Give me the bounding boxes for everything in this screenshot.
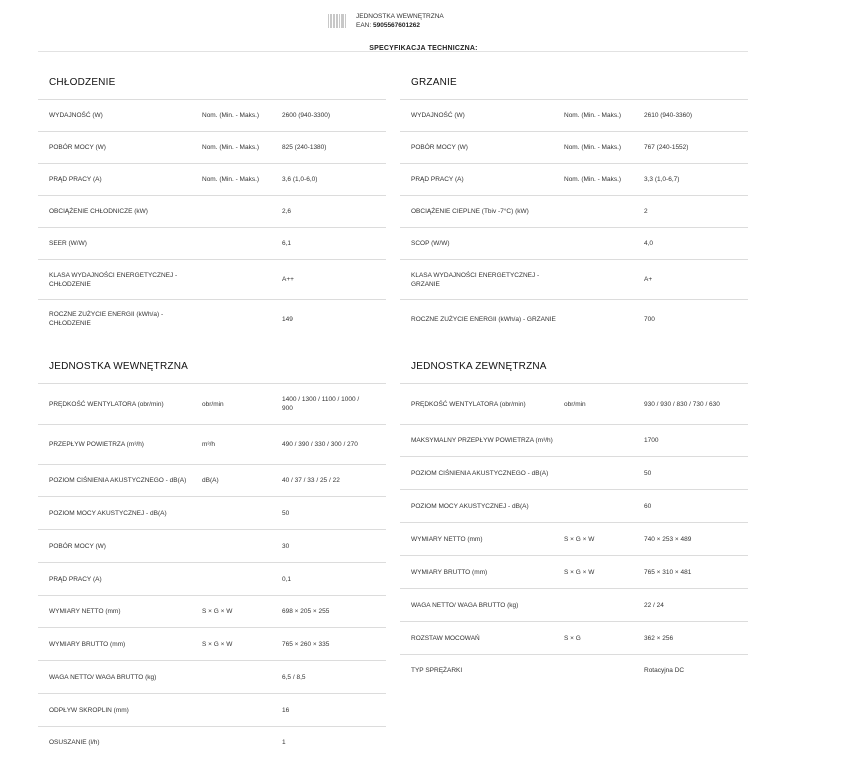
table-row (400, 457, 748, 490)
spec-value: 50 (282, 509, 290, 517)
spec-name: WYDAJNOŚĆ (W) (411, 112, 465, 119)
spec-name: PRĘDKOŚĆ WENTYLATORA (obr/min) (411, 400, 526, 408)
spec-name: POBÓR MOCY (W) (411, 144, 468, 151)
table-row (400, 655, 748, 686)
section-title: CHŁODZENIE (38, 67, 386, 100)
ean-block (328, 13, 444, 31)
spec-value: 16 (282, 706, 290, 714)
spec-name: OBCIĄŻENIE CIEPLNE (Tbiv -7°C) (kW) (411, 208, 529, 215)
table-row (38, 465, 386, 497)
spec-value: 740 × 253 × 489 (644, 535, 692, 543)
table-row (38, 164, 386, 196)
spec-value: 930 / 930 / 830 / 730 / 630 (644, 400, 720, 408)
table-row (400, 556, 748, 589)
table-row (400, 589, 748, 622)
table-row (400, 164, 748, 196)
spec-value: 3,6 (1,0-6,0) (282, 176, 318, 183)
spec-name: WYDAJNOŚĆ (W) (49, 112, 103, 119)
spec-name: PRĘDKOŚĆ WENTYLATORA (obr/min) (49, 400, 164, 408)
spec-name: POBÓR MOCY (W) (49, 542, 106, 550)
spec-value: 6,1 (282, 240, 292, 247)
spec-value: Rotacyjna DC (644, 667, 685, 674)
spec-name: POZIOM MOCY AKUSTYCZNEJ - dB(A) (49, 509, 167, 517)
barcode-icon (328, 14, 346, 28)
spec-condition: S × G × W (564, 535, 595, 543)
spec-condition: S × G × W (202, 608, 233, 615)
outdoor-unit-section (400, 351, 748, 686)
spec-value: 60 (644, 502, 652, 510)
spec-name: WYMIARY BRUTTO (mm) (49, 640, 126, 648)
spec-value: A+ (644, 276, 653, 283)
table-row (400, 196, 748, 228)
spec-name: OSUSZANIE (l/h) (49, 739, 100, 746)
spec-name: ROCZNE ZUŻYCIE ENERGII (kWh/a) - CHŁODZENIE (49, 311, 164, 327)
spec-value: 2600 (940-3300) (282, 112, 331, 119)
spec-name: PRĄD PRACY (A) (411, 176, 464, 183)
table-row (400, 228, 748, 260)
spec-name: OBCIĄŻENIE CHŁODNICZE (kW) (49, 208, 148, 215)
table-row (400, 300, 748, 338)
spec-value: 149 (282, 315, 293, 323)
indoor-unit-section (38, 351, 386, 758)
spec-name: KLASA WYDAJNOŚCI ENERGETYCZNEJ - GRZANIE (411, 271, 540, 288)
spec-name: POBÓR MOCY (W) (49, 144, 106, 151)
spec-value: 698 × 205 × 255 (282, 608, 330, 615)
table-row (400, 425, 748, 457)
spec-name: POZIOM MOCY AKUSTYCZNEJ - dB(A) (411, 502, 529, 510)
spec-value: 2,6 (282, 208, 292, 215)
spec-name: ROZSTAW MOCOWAŃ (411, 634, 480, 642)
spec-condition: Nom. (Min. - Maks.) (564, 176, 622, 183)
spec-name: PRĄD PRACY (A) (49, 575, 102, 583)
spec-condition: S × G × W (564, 568, 595, 576)
cooling-section (38, 67, 386, 338)
table-row (38, 727, 386, 758)
table-row (38, 497, 386, 530)
spec-value: 362 × 256 (644, 634, 674, 642)
table-row (38, 661, 386, 694)
spec-value: 30 (282, 542, 290, 550)
spec-name: POZIOM CIŚNIENIA AKUSTYCZNEGO - dB(A) (411, 469, 549, 477)
spec-value: 765 × 310 × 481 (644, 568, 692, 576)
spec-name: PRZEPŁYW POWIETRZA (m³/h) (49, 441, 144, 448)
section-title: JEDNOSTKA WEWNĘTRZNA (38, 351, 386, 384)
table-row (38, 100, 386, 132)
table-row (38, 425, 386, 465)
spec-name: SCOP (W/W) (411, 240, 450, 247)
spec-name: WYMIARY NETTO (mm) (49, 608, 121, 615)
ean-codes-title (0, 0, 847, 1)
spec-value: 40 / 37 / 33 / 25 / 22 (282, 477, 340, 484)
table-row (400, 490, 748, 523)
table-row (400, 622, 748, 655)
section-title: GRZANIE (400, 67, 748, 100)
table-row (38, 300, 386, 338)
spec-name: WYMIARY NETTO (mm) (411, 535, 483, 543)
ean-unit-label: JEDNOSTKA WEWNĘTRZNA (356, 13, 444, 20)
spec-name: WAGA NETTO/ WAGA BRUTTO (kg) (411, 601, 519, 609)
spec-name: ROCZNE ZUŻYCIE ENERGII (kWh/a) - GRZANIE (411, 315, 556, 323)
section-title: JEDNOSTKA ZEWNĘTRZNA (400, 351, 748, 384)
spec-value: 22 / 24 (644, 601, 664, 609)
spec-condition: Nom. (Min. - Maks.) (202, 144, 260, 151)
spec-value: 50 (644, 469, 652, 477)
spec-name: ODPŁYW SKROPLIN (mm) (49, 706, 129, 714)
spec-divider (38, 51, 748, 52)
spec-value: 2 (644, 208, 648, 215)
spec-condition: obr/min (564, 400, 586, 408)
spec-value: 6,5 / 8,5 (282, 673, 306, 681)
spec-name: SEER (W/W) (49, 240, 87, 247)
spec-condition: S × G × W (202, 640, 233, 648)
spec-condition: obr/min (202, 400, 224, 408)
spec-condition: S × G (564, 634, 581, 642)
spec-value: 825 (240-1380) (282, 144, 327, 151)
spec-name: MAKSYMALNY PRZEPŁYW POWIETRZA (m³/h) (411, 437, 553, 444)
table-row (400, 384, 748, 425)
ean-prefix: EAN: (356, 21, 372, 29)
spec-title: SPECYFIKACJA TECHNICZNA: (369, 45, 478, 52)
spec-value: A++ (282, 276, 294, 283)
spec-value: 2610 (940-3360) (644, 112, 693, 119)
spec-condition: Nom. (Min. - Maks.) (564, 144, 622, 151)
ean-number: 5905567601262 (372, 21, 420, 29)
table-row (400, 100, 748, 132)
spec-name: WYMIARY BRUTTO (mm) (411, 568, 488, 576)
spec-value: 4,0 (644, 240, 654, 247)
table-row (38, 530, 386, 563)
table-row (38, 260, 386, 300)
table-row (38, 596, 386, 628)
spec-value: 3,3 (1,0-6,7) (644, 176, 680, 183)
table-row (400, 260, 748, 300)
spec-name: PRĄD PRACY (A) (49, 176, 102, 183)
spec-value: 700 (644, 315, 655, 323)
table-row (400, 132, 748, 164)
spec-value: 0,1 (282, 575, 292, 583)
spec-value: 765 × 260 × 335 (282, 640, 330, 648)
table-row (400, 523, 748, 556)
table-row (38, 228, 386, 260)
table-row (38, 628, 386, 661)
spec-value: 490 / 390 / 330 / 300 / 270 (282, 441, 358, 448)
spec-condition: dB(A) (202, 477, 219, 484)
spec-name: POZIOM CIŚNIENIA AKUSTYCZNEGO - dB(A) (49, 477, 187, 484)
spec-name: WAGA NETTO/ WAGA BRUTTO (kg) (49, 673, 157, 681)
spec-condition: Nom. (Min. - Maks.) (564, 112, 622, 119)
spec-name: KLASA WYDAJNOŚCI ENERGETYCZNEJ - CHŁODZENIE (49, 271, 178, 288)
spec-condition: Nom. (Min. - Maks.) (202, 176, 260, 183)
spec-condition: m³/h (202, 441, 215, 448)
spec-value: 1 (282, 739, 286, 746)
table-row (38, 563, 386, 596)
spec-value: 1700 (644, 437, 659, 444)
spec-condition: Nom. (Min. - Maks.) (202, 112, 260, 119)
heating-section (400, 67, 748, 338)
table-row (38, 694, 386, 727)
table-row (38, 132, 386, 164)
spec-value: 1400 / 1300 / 1100 / 1000 / 900 (282, 396, 360, 412)
table-row (38, 196, 386, 228)
spec-value: 767 (240-1552) (644, 144, 689, 151)
table-row (38, 384, 386, 425)
spec-name: TYP SPRĘŻARKI (411, 667, 463, 674)
